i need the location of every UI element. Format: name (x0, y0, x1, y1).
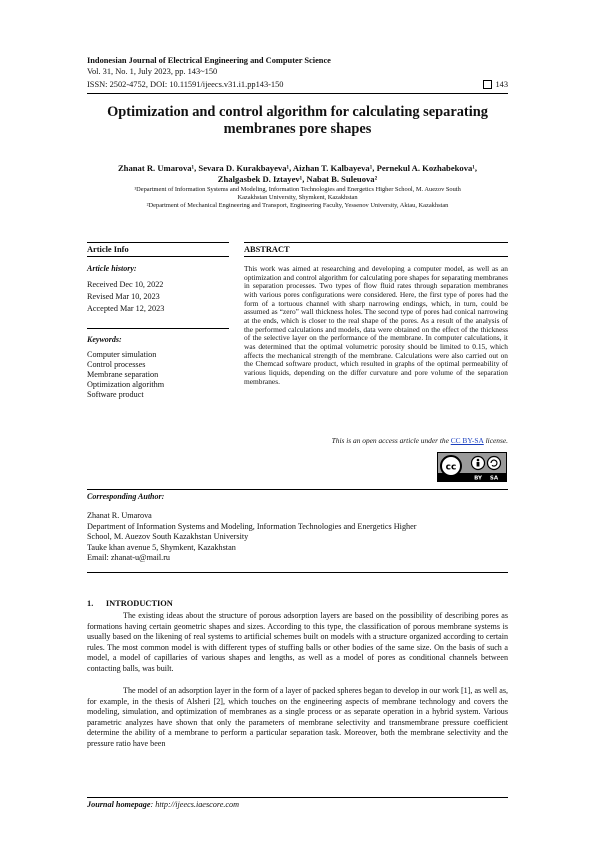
square-icon (483, 80, 492, 89)
keywords-label: Keywords: (87, 335, 122, 344)
corresponding-top-rule (87, 489, 508, 490)
abstract-top-rule (244, 242, 508, 243)
article-info-heading: Article Info (87, 245, 129, 254)
intro-paragraph-1: The existing ideas about the structure of porous adsorption layers are based on the possibility of describing pores as formations having certain geometric shapes and sizes. According to this type, the classification of porous membrane systems is usually based on the likening of real systems to artificial schemes built on models with a structure organized according to certain rules. The most common model is with different types of stuffing balls or other bodies of the same size. On the basis of such a model, a model of capillaries of various shapes and lengths, as well as a model of pores as conditional channels between contacting balls, was built. (87, 611, 508, 673)
date-accepted: Accepted Mar 12, 2023 (87, 304, 165, 313)
corresponding-address: Tauke khan avenue 5, Shymkent, Kazakhstan (87, 542, 236, 552)
cc-license-badge[interactable] (437, 452, 507, 482)
intro-paragraph-2: The model of an adsorption layer in the form of a layer of packed spheres began to develop in our work [1], as well as, for example, in the thesis of Alsheri [2], which touches on the engineering aspects of membrane technology and covers the modeling, simulation, and optimization of membranes as a single process or as separate operation in a hybrid system. Various parametric analyzes have shown that only the parameters of membrane selectivity and transmembrane pressure coefficient determine the ability of a membrane to perform a particular separation task. Moreover, both the membrane selectivity and the pressure ratio have been (87, 686, 508, 748)
keyword-item: Computer simulation (87, 350, 157, 359)
article-info-top-rule (87, 242, 229, 243)
volume-info: Vol. 31, No. 1, July 2023, pp. 143~150 (87, 67, 218, 76)
corresponding-name: Zhanat R. Umarova (87, 511, 152, 520)
affiliation-2: ²Department of Mechanical Engineering and Transport, Engineering Faculty, Yessenov University, Aktau, Kazakhstan (146, 202, 449, 209)
authors-line-1: Zhanat R. Umarova¹, Sevara D. Kurakbayeva¹, Aizhan T. Kalbayeva¹, Pernekul A. Kozhabekova¹, (117, 163, 478, 173)
abstract-heading: ABSTRACT (244, 245, 290, 254)
homepage-url[interactable]: : http://ijeecs.iaescore.com (150, 800, 240, 809)
title-line-1: Optimization and control algorithm for calculating separating (107, 104, 488, 120)
keywords-list (87, 350, 164, 400)
cc-by-sa-link[interactable]: CC BY-SA (450, 436, 484, 445)
date-received: Received Dec 10, 2022 (87, 280, 164, 289)
header-divider (87, 93, 508, 94)
affiliations (87, 186, 508, 210)
corresponding-heading: Corresponding Author: (87, 492, 165, 501)
corresponding-email: Email: zhanat-u@mail.ru (87, 553, 171, 562)
corresponding-dept-2: School, M. Auezov South Kazakhstan University (87, 532, 249, 541)
journal-homepage (87, 800, 239, 809)
keyword-item: Optimization algorithm (87, 380, 165, 389)
issn-doi: ISSN: 2502-4752, DOI: 10.11591/ijeecs.v31.i1.pp143-150 (87, 80, 284, 89)
journal-name: Indonesian Journal of Electrical Engineering and Computer Science (87, 56, 331, 65)
keyword-item: Control processes (87, 360, 146, 369)
history-label: Article history: (87, 264, 137, 273)
badge-by-text: BY (474, 475, 482, 481)
affiliation-1-line-2: Kazakhstan University, Shymkent, Kazakhstan (237, 194, 358, 201)
keyword-item: Membrane separation (87, 370, 159, 379)
footer-rule (87, 797, 508, 798)
keyword-item: Software product (87, 390, 144, 399)
date-revised: Revised Mar 10, 2023 (87, 292, 160, 301)
cc-by-sa-icon (438, 453, 506, 481)
authors (87, 163, 508, 185)
article-info-head-rule (87, 256, 229, 257)
page-number: 143 (495, 80, 508, 89)
license-prefix: This is an open access article under the (331, 436, 451, 445)
affiliation-1-line-1: ¹Department of Information Systems and Modeling, Information Technologies and Energetics Higher School, M. Auezov South (134, 186, 461, 193)
svg-text:cc: cc (445, 462, 457, 473)
corresponding-bottom-rule (87, 572, 508, 573)
corresponding-block (87, 505, 508, 564)
corresponding-dept-1: Department of Information Systems and Modeling, Information Technologies and Energetics Higher (87, 521, 417, 531)
license-note (244, 436, 508, 445)
abstract-body: This work was aimed at researching and developing a computer model, as well as an optimization and control algorithm for calculating pore shapes for separating membranes in separation processes. Two types of flow fluid rates through separation membranes with various pores configurations were considered. Here, the first type of pores had the form of a tortuous channel with sharp narrowing endings, which, in turn, could be assumed as “zero” wall thickness holes. The second type of pores had conical narrowing at the ends, which is closer to the real shape of the pores. As a result of the analysis of the performed calculations and models, data were obtained on the effect of the thickness of the selective layer on the performance of the membrane. In computer calculations, it was determined that the optimal volumetric porosity should be limited to 0.15, which affects the mechanical strength of the membrane. Calculations were also carried out on the Chemcad software product, which resulted in graphs of the optimal permeability of various liquids, depending on the differ curvature and pore volume of the separation membranes. (244, 264, 508, 386)
paper-title (87, 104, 508, 138)
badge-sa-text: SA (489, 475, 499, 481)
authors-line-2: Zhalgasbek D. Iztayev¹, Nabat B. Suleuova² (217, 174, 378, 184)
title-line-2: membranes pore shapes (223, 121, 372, 137)
license-suffix: license. (483, 436, 508, 445)
homepage-label: Journal homepage (87, 800, 151, 809)
introduction-heading: 1. INTRODUCTION (87, 599, 173, 608)
abstract-head-rule (244, 256, 508, 257)
history-bottom-rule (87, 328, 229, 329)
